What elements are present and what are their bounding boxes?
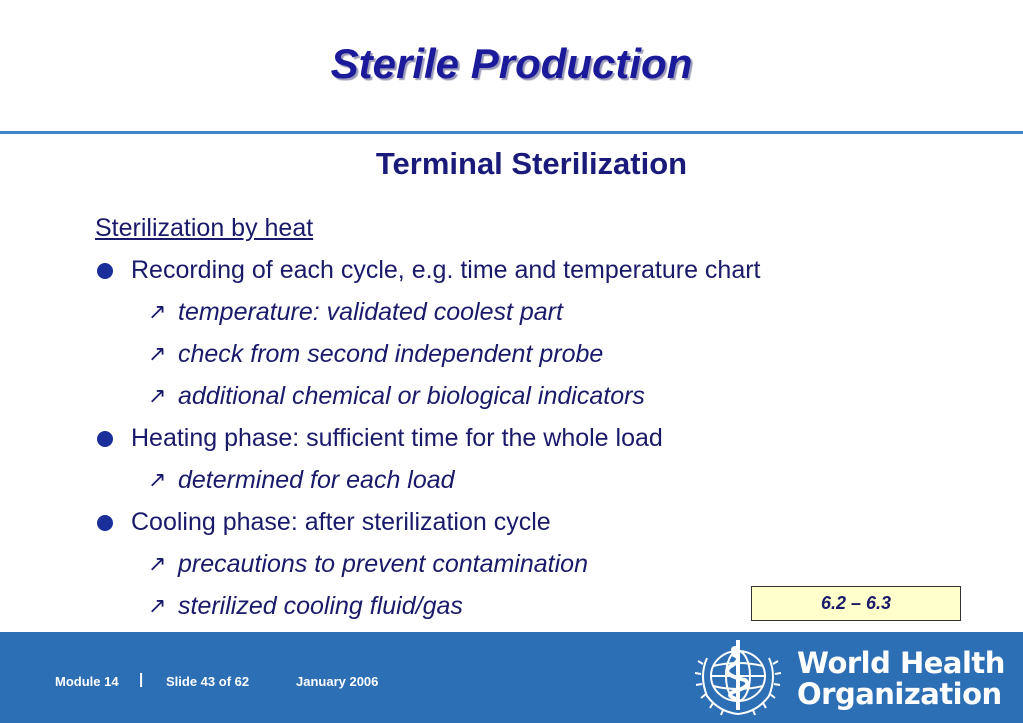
bullet-dot-icon <box>97 431 113 447</box>
sub-bullet-text: additional chemical or biological indicators <box>178 382 645 410</box>
sub-bullet-text: precautions to prevent contamination <box>178 550 588 578</box>
slide-title: Sterile Production <box>330 40 693 87</box>
sub-bullet-item <box>148 298 563 327</box>
bullet-text: Heating phase: sufficient time for the whole load <box>131 424 663 452</box>
diagonal-arrow-icon: ↗ <box>148 341 167 366</box>
who-emblem-icon <box>695 636 781 718</box>
bullet-text: Recording of each cycle, e.g. time and temperature chart <box>131 256 761 284</box>
bullet-item <box>131 424 663 453</box>
sub-bullet-text: temperature: validated coolest part <box>178 298 563 326</box>
diagonal-arrow-icon: ↗ <box>148 593 167 618</box>
slide-subtitle: Terminal Sterilization <box>375 146 688 181</box>
bullet-item <box>131 508 551 537</box>
footer-date: January 2006 <box>296 674 379 689</box>
bullet-dot-icon <box>97 263 113 279</box>
sub-bullet-item <box>148 592 463 621</box>
sub-bullet-item <box>148 550 588 579</box>
bullet-item <box>131 256 761 285</box>
sub-bullet-text: check from second independent probe <box>178 340 604 368</box>
diagonal-arrow-icon: ↗ <box>148 299 167 324</box>
who-name-line1: World Health <box>797 646 1005 680</box>
sub-bullet-item <box>148 466 455 495</box>
who-name-line2: Organization <box>797 677 1002 711</box>
footer-separator: | <box>139 671 144 688</box>
diagonal-arrow-icon: ↗ <box>148 551 167 576</box>
bullet-text: Cooling phase: after sterilization cycle <box>131 508 551 536</box>
diagonal-arrow-icon: ↗ <box>148 383 167 408</box>
section-heading: Sterilization by heat <box>95 214 314 242</box>
footer-slide-counter: Slide 43 of 62 <box>166 674 250 689</box>
who-org-name <box>797 648 1005 710</box>
sub-bullet-text: determined for each load <box>178 466 455 494</box>
sub-bullet-text: sterilized cooling fluid/gas <box>178 592 463 620</box>
sub-bullet-item <box>148 382 645 411</box>
reference-box: 6.2 – 6.3 <box>751 586 961 621</box>
diagonal-arrow-icon: ↗ <box>148 467 167 492</box>
footer-module: Module 14 <box>55 674 119 689</box>
sub-bullet-item <box>148 340 604 369</box>
bullet-dot-icon <box>97 515 113 531</box>
